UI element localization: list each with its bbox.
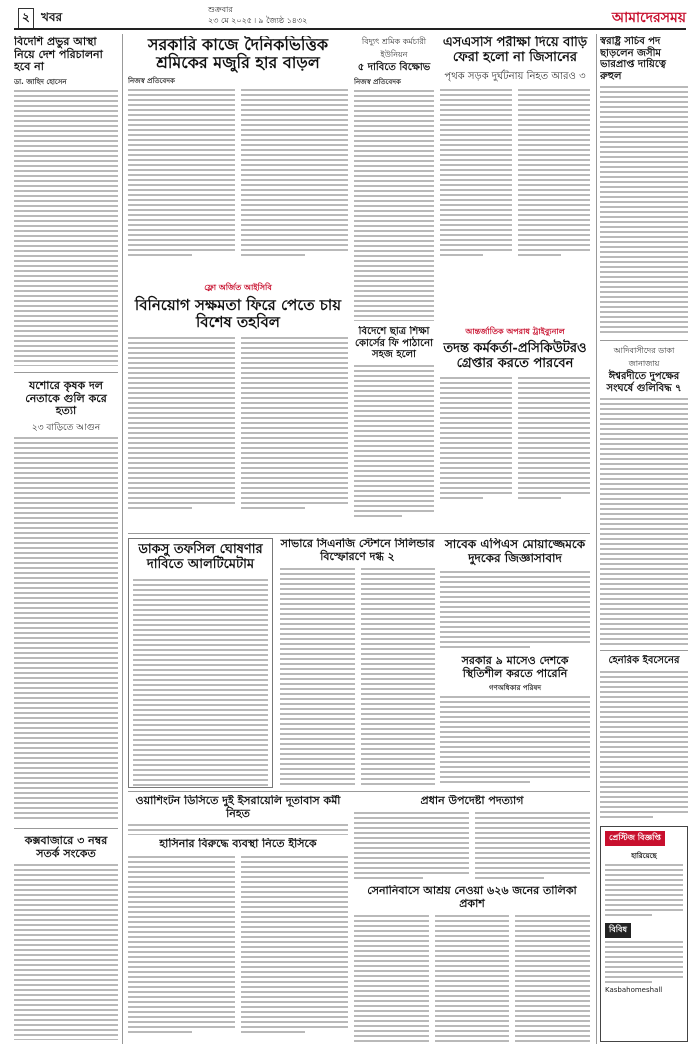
- body-text: [14, 90, 118, 366]
- story-union-protest: [354, 36, 434, 321]
- headline-ducsu: ডাকসু তফসিল ঘোষণার দাবিতে আলটিমেটাম: [138, 542, 263, 572]
- headline-coxsbazar: কক্সবাজারে ৩ নম্বর সতর্ক সংকেত: [24, 835, 108, 860]
- headline-adviser: প্রধান উপদেষ্টা পদত্যাগ: [420, 795, 524, 807]
- story-investment: [128, 282, 348, 530]
- page-header: [0, 0, 700, 30]
- story-ssc: [440, 36, 590, 321]
- body-text: [354, 915, 590, 1043]
- headline-investment: বিনিয়োগ সক্ষমতা ফিরে পেতে চায় বিশেষ তহবিল: [134, 296, 342, 332]
- section-rule: [600, 340, 688, 341]
- header-rule: [14, 28, 686, 30]
- body-text: [280, 568, 435, 788]
- headline-savar: সাভারে সিএনজি স্টেশনে সিলিন্ডার বিস্ফোরণে দগ্ধ ২: [280, 538, 435, 563]
- headline-jessore: যশোরে কৃষক দল নেতাকে গুলি করে হত্যা: [25, 380, 107, 418]
- headline-study-abroad: বিদেশে ছাত্র শিক্ষা কোর্সের ফি পাঠানো সহজ হলো: [354, 326, 434, 360]
- body-text: [354, 812, 590, 880]
- story-jessore: [14, 380, 118, 820]
- headline-washington: ওয়াশিংটন ডিসিতে দুই ইসরায়েলি দূতাবাস কর্মী নিহত: [135, 795, 341, 820]
- story-adviser: [354, 795, 590, 880]
- headline-apis: সাবেক এপিএস মোয়াজ্জেমকে দুদকের জিজ্ঞাসাবাদ: [444, 538, 586, 565]
- story-henrik: [600, 655, 688, 820]
- headline-hasina: হাসিনার বিরুদ্ধে ব্যবস্থা নিতে ইসিকে: [159, 838, 317, 850]
- column-rule: [596, 34, 597, 1044]
- body-text: [133, 579, 268, 788]
- body-text: [128, 824, 348, 835]
- story-savar: [280, 538, 435, 788]
- column-rule: [122, 34, 123, 1044]
- byline-wage: নিজস্ব প্রতিবেদক: [128, 76, 175, 85]
- body-text: [600, 86, 688, 336]
- story-hasina: [128, 838, 348, 1043]
- story-ishwardi: [600, 345, 688, 645]
- body-text: [600, 671, 688, 818]
- byline-union: নিজস্ব প্রতিবেদক: [354, 77, 401, 86]
- weekday: শুক্রবার: [208, 5, 233, 14]
- page-number: ২ খবর: [18, 8, 62, 30]
- ad-contact: Kasbahomeshall: [605, 986, 663, 994]
- body-text: [128, 337, 348, 512]
- story-ducsu: [128, 538, 273, 788]
- body-text: [440, 377, 590, 502]
- story-government: [440, 655, 590, 785]
- headline-cantonment: সেনানিবাসে আশ্রয় নেওয়া ৬২৬ জনের তালিকা প্রকাশ: [367, 885, 577, 910]
- section-rule: [128, 791, 590, 792]
- headline-foreign-lord: বিদেশি প্রভুর আস্থা নিয়ে দেশ পরিচালনা হবে না: [14, 36, 103, 74]
- section-name: খবর: [41, 10, 63, 24]
- story-home-secretary: [600, 36, 688, 336]
- body-text: [128, 856, 348, 1036]
- lost-title: হারিয়েছে: [631, 852, 657, 860]
- body-text: [354, 365, 434, 517]
- section-rule: [14, 828, 118, 829]
- body-text: [14, 864, 118, 1040]
- section-rule: [128, 533, 590, 534]
- byline-government: গণঅধিকার পরিষদ: [488, 684, 542, 693]
- story-wage: [128, 36, 348, 276]
- story-coxsbazar: [14, 835, 118, 1040]
- story-study-abroad: [354, 326, 434, 526]
- kicker-investment: ফ্লো অর্জিত আইসিবি: [204, 283, 272, 292]
- body-text: [440, 571, 590, 648]
- misc-title: বিবিধ: [605, 923, 631, 938]
- kicker-tribunal: আন্তর্জাতিক অপরাধ ট্রাইব্যুনাল: [465, 327, 565, 336]
- story-cantonment: [354, 885, 590, 1043]
- headline-wage: সরকারি কাজে দৈনিকভিত্তিক শ্রমিকের মজুরি হার বাড়ল: [147, 36, 329, 73]
- kicker-ishwardi: আদিবাসীদের ডাকা জানাজায়: [613, 346, 675, 368]
- headline-ishwardi: ঈশ্বরদীতে দুপক্ষের সংঘর্ষে গুলিবিদ্ধ ৭: [606, 371, 682, 394]
- headline-henrik: হেনরিক ইবসেনের: [608, 655, 680, 666]
- story-apis: [440, 538, 590, 648]
- headline-union: ৫ দাবিতে বিক্ষোভ: [357, 62, 431, 73]
- body-text: [440, 696, 590, 783]
- headline-tribunal: তদন্ত কর্মকর্তা-প্রসিকিউটরও গ্রেপ্তার করতে পারবেন: [443, 341, 587, 371]
- body-text: [354, 90, 434, 322]
- body-text: [14, 437, 118, 820]
- headline-home-secretary: স্বরাষ্ট্র সচিব পদ ছাড়লেন জসীম ভারপ্রাপ্ত দায়িত্বে রুহুল: [600, 36, 666, 82]
- headline-government: সরকার ৯ মাসেও দেশকে স্থিতিশীল করতে পারেনি: [461, 655, 569, 680]
- ad-text: [605, 941, 683, 983]
- section-rule: [14, 372, 118, 373]
- body-text: [600, 398, 688, 645]
- story-foreign-lord: [14, 36, 118, 366]
- body-text: [440, 89, 590, 259]
- ad-text: [605, 864, 683, 916]
- subhead-jessore: ২৩ বাড়িতে আগুন: [31, 422, 101, 433]
- subhead-ssc: পৃথক সড়ক দুর্ঘটনায় নিহত আরও ৩: [444, 70, 586, 82]
- story-washington: [128, 795, 348, 835]
- story-tribunal: [440, 326, 590, 531]
- headline-ssc: এসএসসি পরীক্ষা দিয়ে বাড়ি ফেরা হলো না জিসানের: [442, 36, 588, 65]
- body-text: [128, 89, 348, 259]
- kicker-union: বিদ্যুৎ শ্রমিক কর্মচারী ইউনিয়ন: [361, 37, 427, 59]
- date-block: [208, 4, 307, 26]
- classified-ads: [600, 826, 688, 1042]
- classified-title: প্রেস্টিজ বিজ্ঞপ্তি: [605, 831, 665, 846]
- byline-foreign-lord: ডা. জাহিদ হোসেন: [14, 77, 67, 86]
- newspaper-logo: আমাদেরসময়: [611, 10, 686, 26]
- issue-date: ২৩ মে ২০২৫ ৷ ৯ জ্যৈষ্ঠ ১৪৩২: [208, 16, 308, 25]
- section-rule: [600, 650, 688, 651]
